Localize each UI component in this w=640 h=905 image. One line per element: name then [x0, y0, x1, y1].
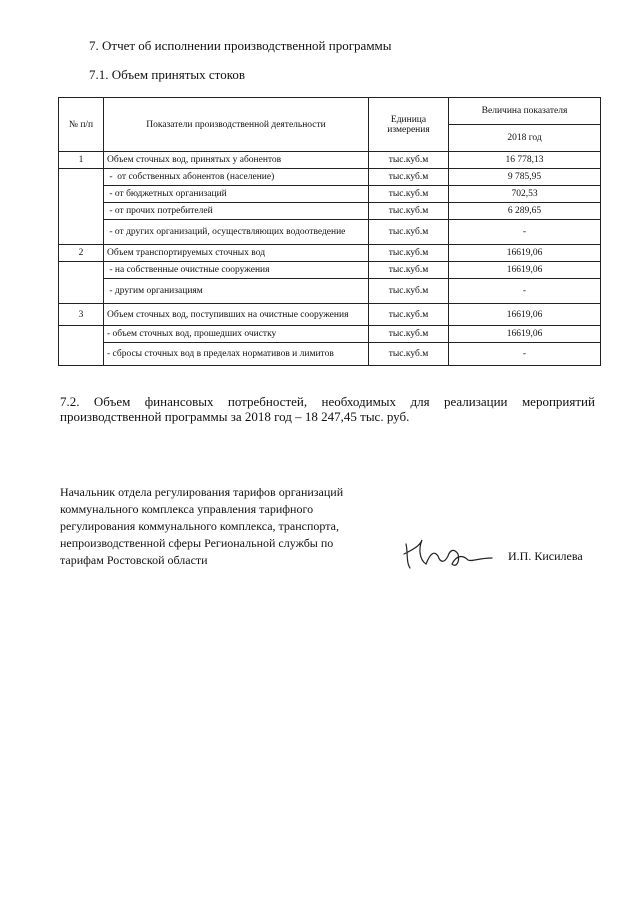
value-cell: 16619,06 [449, 304, 601, 326]
unit-cell: тыс.куб.м [369, 279, 449, 304]
unit-cell: тыс.куб.м [369, 304, 449, 326]
indicator-cell: - от собственных абонентов (население) [104, 169, 369, 186]
signatory-position [60, 484, 400, 569]
table-row [59, 220, 601, 245]
table-row [59, 326, 601, 343]
row-number: 3 [59, 304, 104, 326]
table-row [59, 169, 601, 186]
sewage-volume-table [58, 97, 601, 366]
handwritten-signature [398, 528, 498, 578]
unit-cell: тыс.куб.м [369, 245, 449, 262]
position-line: коммунального комплекса управления тарифного [60, 502, 314, 516]
value-cell: - [449, 220, 601, 245]
position-line: тарифам Ростовской области [60, 553, 208, 567]
table-row [59, 152, 601, 169]
value-cell: - [449, 279, 601, 304]
row-number [59, 169, 104, 245]
row-number [59, 262, 104, 304]
value-cell: - [449, 343, 601, 366]
indicator-cell: - от других организаций, осуществляющих водоотведение [104, 220, 369, 245]
paragraph-word: реализации [443, 394, 508, 409]
indicator-cell: - сбросы сточных вод в пределах нормативов и лимитов [104, 343, 369, 366]
paragraph-word: Объем [93, 394, 131, 409]
indicator-cell: Объем сточных вод, принятых у абонентов [104, 152, 369, 169]
position-line: Начальник отдела регулирования тарифов организаций [60, 485, 344, 499]
header-year: 2018 год [449, 125, 601, 152]
position-line: непроизводственной сферы Региональной службы по [60, 536, 334, 550]
value-cell: 16619,06 [449, 326, 601, 343]
paragraph-second-line: производственной программы за 2018 год – 18 247,45 тыс. руб. [60, 409, 410, 424]
value-cell: 16619,06 [449, 245, 601, 262]
table-row [59, 343, 601, 366]
position-line: регулирования коммунального комплекса, транспорта, [60, 519, 339, 533]
section-title: 7. Отчет об исполнении производственной программы [89, 38, 392, 53]
table-row [59, 304, 601, 326]
table-row [59, 203, 601, 220]
value-cell: 6 289,65 [449, 203, 601, 220]
indicator-cell: Объем транспортируемых сточных вод [104, 245, 369, 262]
indicator-cell: - другим организациям [104, 279, 369, 304]
subsection-title: 7.1. Объем принятых стоков [89, 67, 245, 82]
table-row [59, 279, 601, 304]
unit-cell: тыс.куб.м [369, 326, 449, 343]
table-row [59, 262, 601, 279]
table-row [59, 186, 601, 203]
unit-cell: тыс.куб.м [369, 169, 449, 186]
unit-cell: тыс.куб.м [369, 220, 449, 245]
unit-cell: тыс.куб.м [369, 152, 449, 169]
header-unit: Единица измерения [369, 98, 449, 152]
header-value: Величина показателя [449, 98, 601, 125]
indicator-cell: - объем сточных вод, прошедших очистку [104, 326, 369, 343]
header-indicator: Показатели производственной деятельности [104, 98, 369, 152]
financial-needs-paragraph [60, 394, 595, 424]
signatory-name: И.П. Кисилева [508, 549, 583, 563]
paragraph-first-line [60, 394, 595, 409]
indicator-cell: - на собственные очистные сооружения [104, 262, 369, 279]
unit-cell: тыс.куб.м [369, 186, 449, 203]
paragraph-word: 7.2. [60, 394, 80, 409]
indicator-cell: Объем сточных вод, поступивших на очистные сооружения [104, 304, 369, 326]
paragraph-word: для [410, 394, 430, 409]
indicator-cell: - от бюджетных организаций [104, 186, 369, 203]
value-cell: 16619,06 [449, 262, 601, 279]
paragraph-word: необходимых [321, 394, 397, 409]
paragraph-word: потребностей, [227, 394, 308, 409]
indicator-cell: - от прочих потребителей [104, 203, 369, 220]
paragraph-word: финансовых [144, 394, 214, 409]
unit-cell: тыс.куб.м [369, 203, 449, 220]
row-number [59, 326, 104, 366]
paragraph-word: мероприятий [521, 394, 595, 409]
value-cell: 16 778,13 [449, 152, 601, 169]
value-cell: 702,53 [449, 186, 601, 203]
header-num: № п/п [59, 98, 104, 152]
row-number: 1 [59, 152, 104, 169]
row-number: 2 [59, 245, 104, 262]
unit-cell: тыс.куб.м [369, 262, 449, 279]
value-cell: 9 785,95 [449, 169, 601, 186]
unit-cell: тыс.куб.м [369, 343, 449, 366]
table-row [59, 245, 601, 262]
